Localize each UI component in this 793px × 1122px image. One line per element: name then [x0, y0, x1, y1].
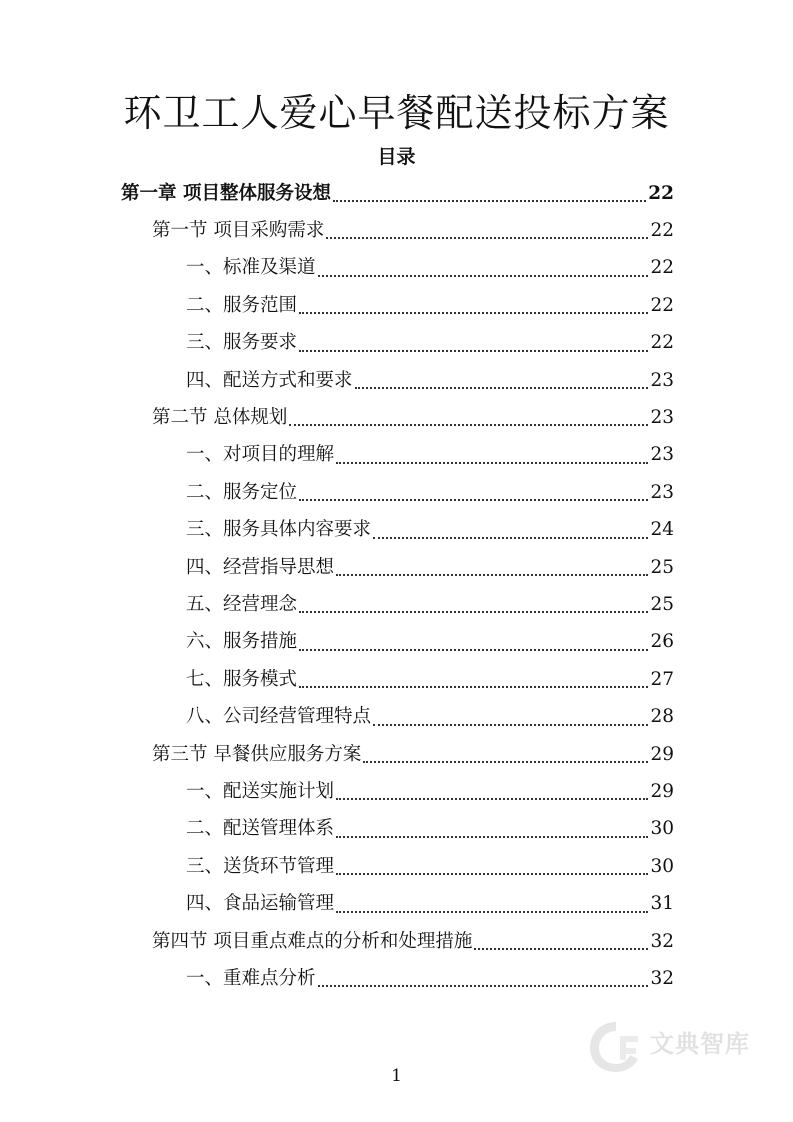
toc-entry-page: 23: [650, 444, 674, 466]
page-number: 1: [391, 1066, 402, 1086]
toc-entry-label: 二、服务定位: [186, 481, 298, 503]
toc-entry-page: 23: [650, 406, 674, 428]
toc-dot-leader: [299, 649, 648, 651]
toc-entry-label: 四、配送方式和要求: [186, 369, 353, 391]
toc-dot-leader: [299, 350, 648, 352]
toc-entry[interactable]: [186, 661, 674, 698]
toc-entry-label: 二、服务范围: [186, 294, 298, 316]
toc-entry-page: 22: [650, 294, 674, 316]
toc-entry[interactable]: [186, 624, 674, 661]
toc-dot-leader: [336, 911, 648, 913]
toc-entry[interactable]: [152, 212, 674, 249]
toc-entry-page: 27: [650, 668, 674, 690]
toc-dot-leader: [299, 312, 648, 314]
toc-dot-leader: [336, 574, 648, 576]
toc-dot-leader: [336, 873, 648, 875]
toc-entry-label: 一、重难点分析: [186, 967, 316, 989]
toc-entry-label: 第四节 项目重点难点的分析和处理措施: [152, 930, 473, 952]
toc-entry-label: 四、经营指导思想: [186, 556, 335, 578]
toc-entry[interactable]: [186, 549, 674, 586]
toc-entry-page: 23: [650, 481, 674, 503]
toc-entry[interactable]: [186, 250, 674, 287]
toc-entry[interactable]: [186, 325, 674, 362]
toc-entry-label: 五、经营理念: [186, 593, 298, 615]
toc-dot-leader: [373, 724, 648, 726]
toc-entry-page: 22: [650, 257, 674, 279]
toc-dot-leader: [333, 200, 646, 202]
toc-entry[interactable]: [186, 512, 674, 549]
toc-entry[interactable]: [186, 474, 674, 511]
toc-dot-leader: [299, 686, 648, 688]
toc-entry-page: 29: [650, 780, 674, 802]
toc-entry[interactable]: [186, 848, 674, 885]
toc-entry[interactable]: [186, 437, 674, 474]
toc-entry-label: 二、配送管理体系: [186, 818, 335, 840]
toc-entry[interactable]: [186, 699, 674, 736]
toc-dot-leader: [318, 275, 649, 277]
toc-entry[interactable]: [152, 399, 674, 436]
toc-entry-page: 30: [650, 818, 674, 840]
toc-dot-leader: [474, 948, 648, 950]
toc-entry[interactable]: [152, 923, 674, 960]
toc-dot-leader: [336, 798, 648, 800]
toc-dot-leader: [326, 237, 648, 239]
toc-entry-label: 六、服务措施: [186, 631, 298, 653]
toc-entry-label: 七、服务模式: [186, 668, 298, 690]
toc-entry-label: 一、对项目的理解: [186, 444, 335, 466]
toc-entry[interactable]: [186, 960, 674, 997]
toc-entry-label: 一、标准及渠道: [186, 257, 316, 279]
toc-entry-page: 23: [650, 369, 674, 391]
toc-entry-page: 29: [650, 743, 674, 765]
toc-entry-page: 22: [650, 332, 674, 354]
toc-dot-leader: [336, 836, 648, 838]
toc-dot-leader: [336, 462, 648, 464]
toc-dot-leader: [299, 499, 648, 501]
toc-entry-label: 四、食品运输管理: [186, 893, 335, 915]
toc-entry-label: 第二节 总体规划: [152, 406, 288, 428]
toc-entry-page: 28: [650, 706, 674, 728]
toc-entry[interactable]: [186, 586, 674, 623]
toc-dot-leader: [318, 985, 649, 987]
toc-dot-leader: [363, 761, 648, 763]
toc-dot-leader: [373, 537, 648, 539]
toc-entry-label: 第一节 项目采购需求: [152, 219, 325, 241]
toc-heading: 目录: [377, 146, 416, 168]
toc-entry[interactable]: [186, 362, 674, 399]
toc-dot-leader: [299, 611, 648, 613]
document-title: 环卫工人爱心早餐配送投标方案: [123, 91, 670, 135]
toc-dot-leader: [355, 387, 649, 389]
toc-entry-page: 22: [648, 182, 674, 204]
toc-entry[interactable]: [186, 287, 674, 324]
toc-entry[interactable]: [121, 175, 674, 212]
toc-entry-page: 32: [650, 930, 674, 952]
toc-entry-label: 第三节 早餐供应服务方案: [152, 743, 362, 765]
toc-entry-label: 三、服务要求: [186, 332, 298, 354]
toc-entry-page: 22: [650, 219, 674, 241]
toc-dot-leader: [289, 424, 648, 426]
toc-entry-label: 第一章 项目整体服务设想: [121, 182, 331, 204]
toc-entry[interactable]: [186, 773, 674, 810]
toc-entry-page: 24: [650, 519, 674, 541]
toc-entry-page: 32: [650, 967, 674, 989]
toc-entry-page: 25: [650, 556, 674, 578]
toc-entry-page: 26: [650, 631, 674, 653]
toc-entry-label: 三、送货环节管理: [186, 855, 335, 877]
toc-entry[interactable]: [186, 886, 674, 923]
toc-entry-label: 三、服务具体内容要求: [186, 519, 372, 541]
toc-entry-page: 31: [650, 893, 674, 915]
watermark-text: 文典智库: [650, 1030, 750, 1058]
toc-entry-label: 一、配送实施计划: [186, 780, 335, 802]
toc-entry[interactable]: [152, 736, 674, 773]
toc-entry-page: 30: [650, 855, 674, 877]
toc-entry-page: 25: [650, 593, 674, 615]
toc-entry-label: 八、公司经营管理特点: [186, 706, 372, 728]
toc-entry[interactable]: [186, 811, 674, 848]
